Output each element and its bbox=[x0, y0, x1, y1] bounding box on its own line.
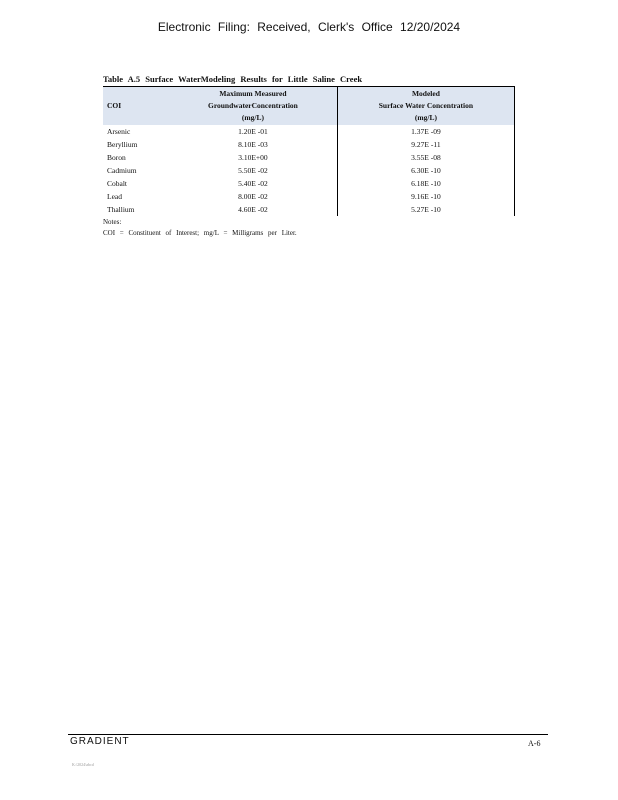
col-header-coi: COI bbox=[103, 87, 169, 126]
col-header-surface-water-line3: (mg/L) bbox=[414, 113, 437, 122]
results-table bbox=[103, 86, 515, 216]
cell-surface-water: 3.55E -08 bbox=[337, 151, 514, 164]
cell-groundwater: 8.10E -03 bbox=[238, 140, 268, 149]
table-caption: Table A.5 Surface WaterModeling Results for Little Saline Creek bbox=[103, 74, 363, 84]
col-header-groundwater bbox=[169, 87, 337, 126]
cell-surface-water: 6.18E -10 bbox=[337, 177, 514, 190]
document-code: K:\2024\abcd bbox=[72, 762, 94, 767]
company-logo: GRADIENT bbox=[70, 736, 130, 747]
col-header-groundwater-line1: Maximum Measured bbox=[219, 89, 287, 98]
col-header-surface-water-line2: Surface Water Concentration bbox=[378, 101, 474, 110]
table-row bbox=[103, 203, 515, 216]
cell-coi: Arsenic bbox=[107, 127, 131, 136]
cell-groundwater: 5.40E -02 bbox=[238, 179, 268, 188]
cell-groundwater: 8.00E -02 bbox=[238, 192, 268, 201]
col-header-groundwater-line3: (mg/L) bbox=[241, 113, 264, 122]
table-header-row bbox=[103, 87, 515, 126]
cell-coi: Cobalt bbox=[107, 179, 127, 188]
col-header-surface-water-line1: Modeled bbox=[411, 89, 440, 98]
table-row bbox=[103, 125, 515, 138]
table-row bbox=[103, 138, 515, 151]
col-header-groundwater-line2: GroundwaterConcentration bbox=[207, 101, 298, 110]
cell-coi: Beryllium bbox=[107, 140, 138, 149]
cell-groundwater: 5.50E -02 bbox=[238, 166, 268, 175]
cell-surface-water: 5.27E -10 bbox=[337, 203, 514, 216]
cell-groundwater: 3.10E+00 bbox=[238, 153, 268, 162]
cell-coi: Cadmium bbox=[107, 166, 137, 175]
col-header-surface-water bbox=[337, 87, 514, 126]
cell-coi: Boron bbox=[107, 153, 126, 162]
table-row bbox=[103, 190, 515, 203]
table-row bbox=[103, 164, 515, 177]
notes-title: Notes: bbox=[103, 218, 122, 226]
cell-groundwater: 4.60E -02 bbox=[238, 205, 268, 214]
cell-surface-water: 9.27E -11 bbox=[337, 138, 514, 151]
cell-coi: Thallium bbox=[107, 205, 135, 214]
cell-surface-water: 9.16E -10 bbox=[337, 190, 514, 203]
notes-text: COI = Constituent of Interest; mg/L = Milligrams per Liter. bbox=[103, 229, 297, 237]
table-row bbox=[103, 177, 515, 190]
table-row bbox=[103, 151, 515, 164]
filing-stamp-header: Electronic Filing: Received, Clerk's Office 12/20/2024 bbox=[157, 20, 461, 34]
page-number: A-6 bbox=[528, 739, 541, 748]
footer-divider bbox=[68, 734, 548, 735]
cell-surface-water: 1.37E -09 bbox=[337, 125, 514, 138]
cell-groundwater: 1.20E -01 bbox=[238, 127, 268, 136]
cell-coi: Lead bbox=[107, 192, 122, 201]
cell-surface-water: 6.30E -10 bbox=[337, 164, 514, 177]
